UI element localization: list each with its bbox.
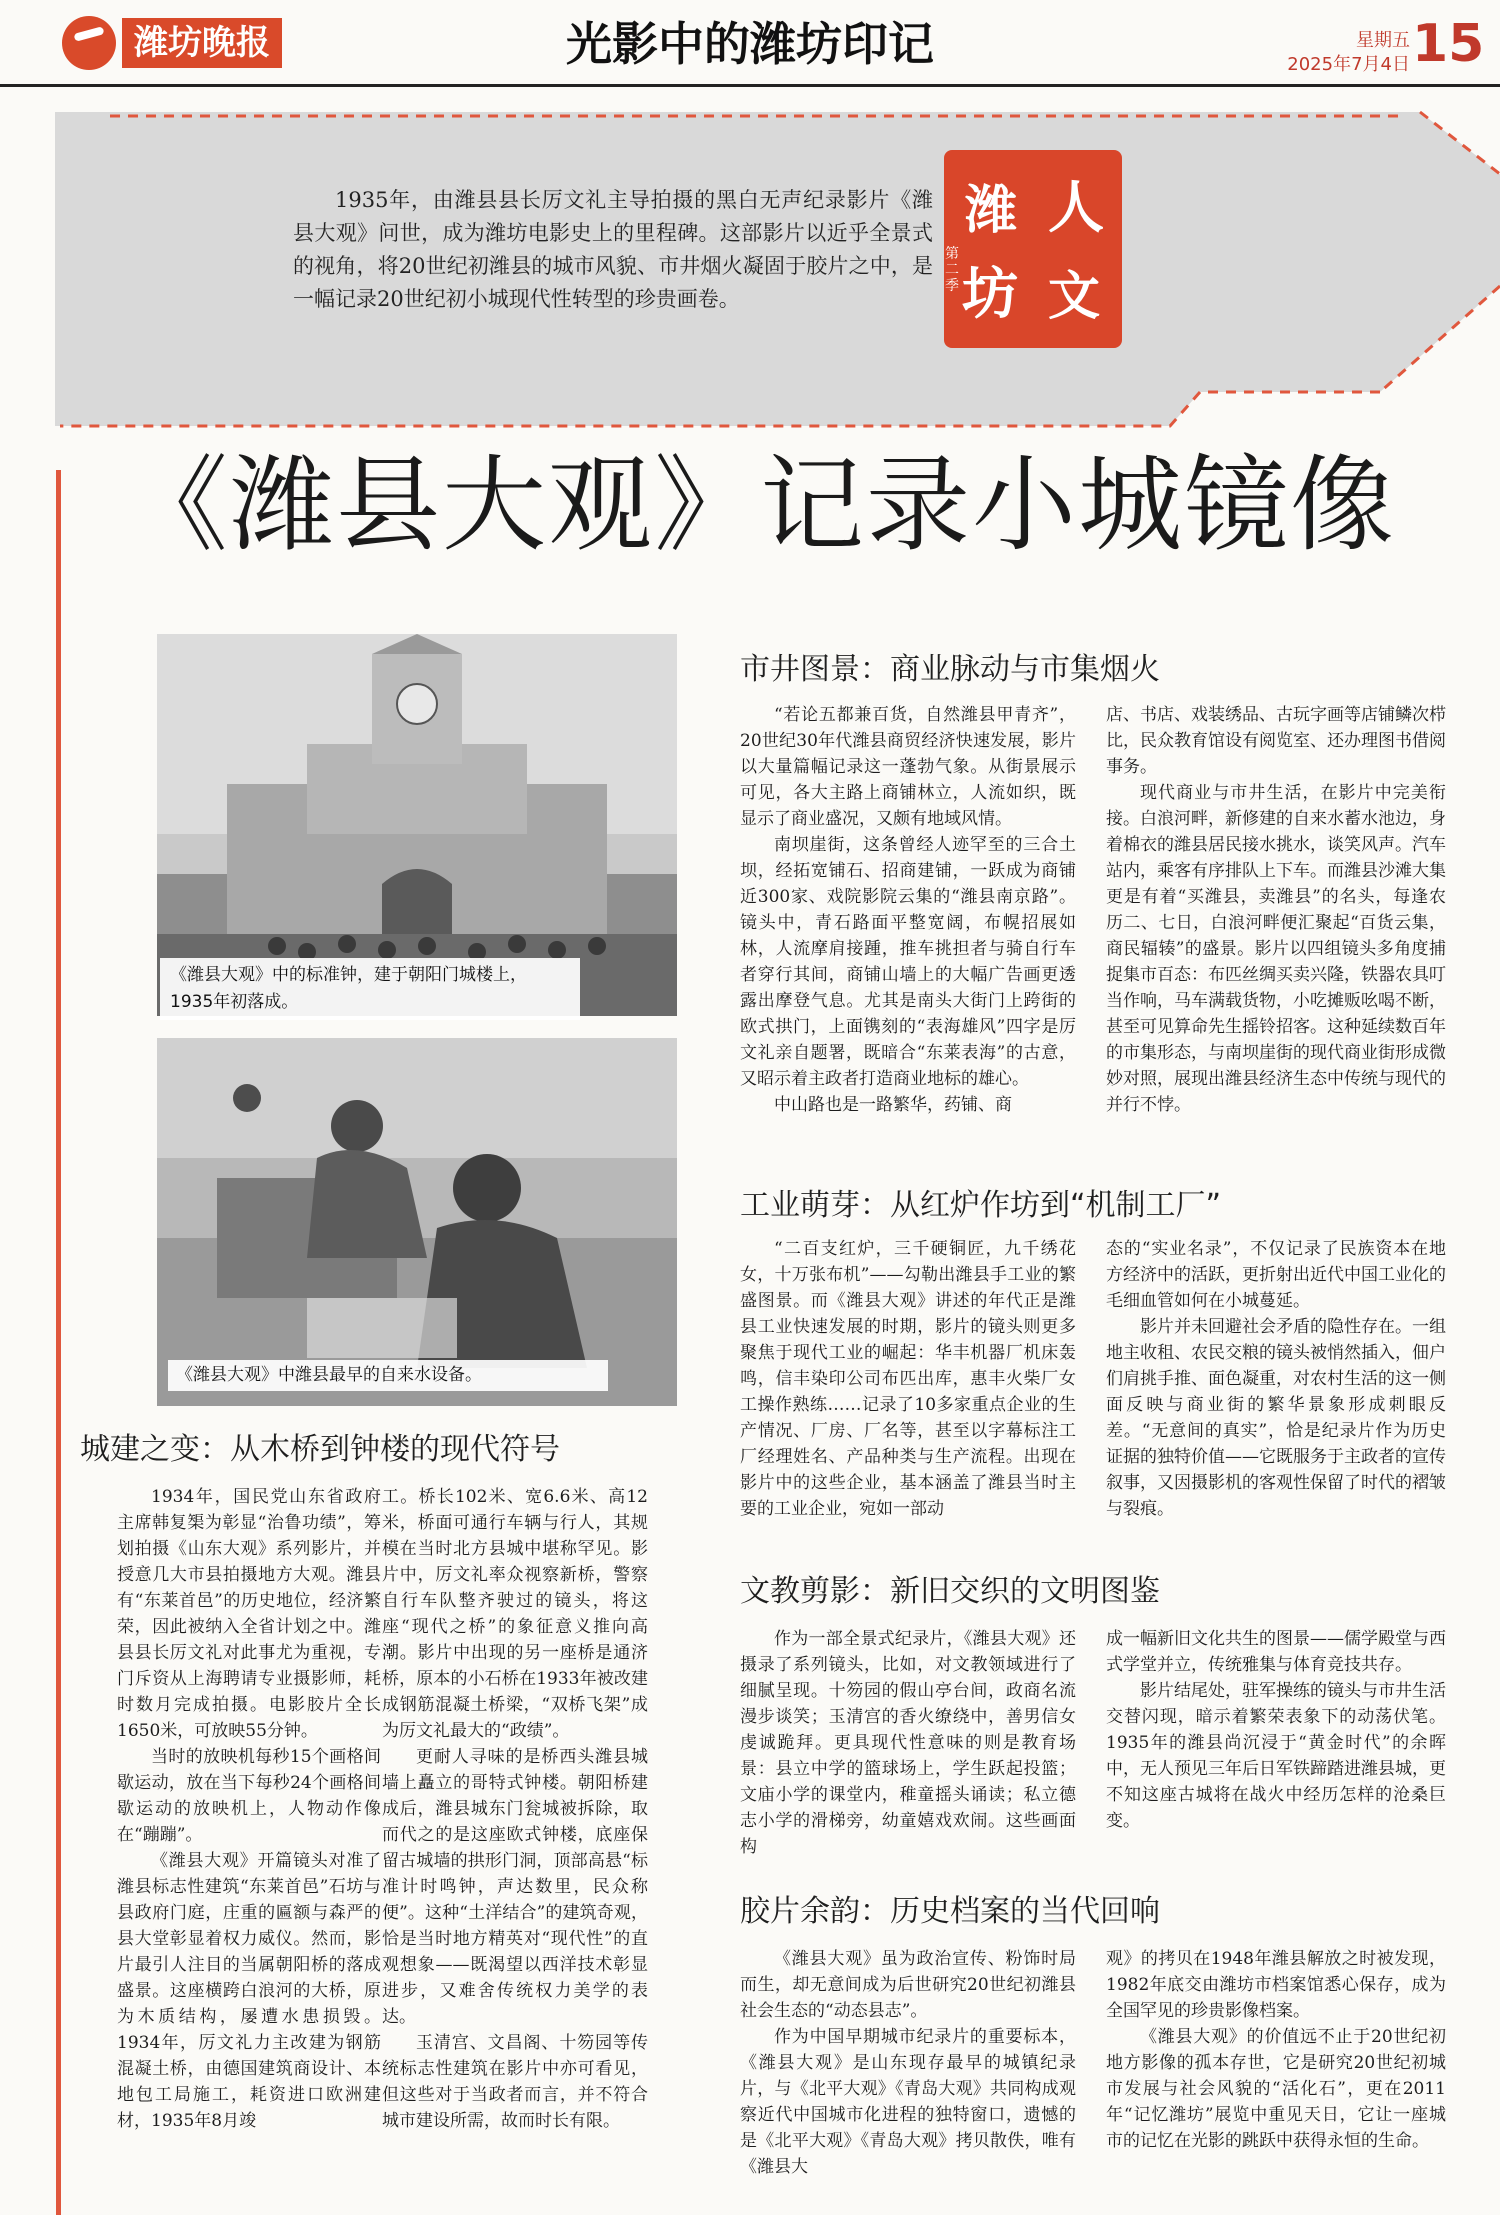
culture-column-1 — [740, 1626, 1076, 1860]
paragraph: 当时的放映机每秒15个画格间歇运动，放在当下每秒24个画格间歇运动的放映机上，人物动作像在“蹦蹦”。 — [117, 1747, 381, 1845]
subheading-culture: 文教剪影：新旧交织的文明图鉴 — [740, 1574, 1160, 1609]
subheading-market: 市井图景：商业脉动与市集烟火 — [740, 652, 1160, 687]
market-column-2 — [1106, 702, 1446, 1118]
paragraph: 中山路也是一路繁华，药铺、商 — [774, 1095, 1012, 1115]
paragraph: 南坝崖街，这条曾经人迹罕至的三合土坝，经拓宽铺石、招商建铺，一跃成为商铺近300家、戏院影院云集的“潍县南京路”。镜头中，青石路面平整宽阔，布幌招展如林，人流摩肩接踵，推车挑担者与骑自行车者穿行其间，商铺山墙上的大幅广告画更透露出摩登气息。尤其是南头大街门上跨街的欧式拱门，上面镌刻的“表海雄风”四字是厉文礼亲自题署，既暗合“东莱表海”的古意，又昭示着主政者打造商业地标的雄心。 — [740, 835, 1076, 1089]
section-title: 光影中的潍坊印记 — [566, 17, 934, 71]
seal-char-wen: 文 — [1048, 266, 1101, 327]
newspaper-name: 潍坊晚报 — [122, 18, 282, 68]
issue-date: 2025年7月4日 — [1287, 54, 1410, 75]
side-rule — [56, 470, 61, 2215]
paragraph: 影片结尾处，驻军操练的镜头与市井生活交替闪现，暗示着繁荣表象下的动荡伏笔。1935年的潍县尚沉浸于“黄金时代”的余晖中，无人预见三年后日军铁蹄踏进潍县城，更不知这座古城将在战火中经历怎样的沧桑巨变。 — [1106, 1681, 1446, 1831]
culture-column-2 — [1106, 1626, 1446, 1834]
city-column-1 — [117, 1484, 381, 2134]
header-rule — [0, 84, 1500, 87]
photo-waterworks — [157, 1038, 677, 1406]
paragraph: 玉清宫、文昌阁、十笏园等传统标志性建筑在影片中亦可看见，但这些对于当政者而言，并不符合城市建设所需，故而时长有限。 — [382, 2033, 648, 2131]
paragraph: 工。桥长102米、宽6.6米、高12米，桥面可通行车辆与行人，其规模在当时北方县城中堪称罕见。影片中，厉文礼率众视察新桥，警察自行车队整齐驶过的镜头，将这座“现代之桥”的象征意义推向高潮。影片中出现的另一座桥是通济桥，原本的小石桥在1933年被改建成钢筋混凝土桥梁，“双桥飞架”成为厉文礼最大的“政绩”。 — [382, 1487, 648, 1741]
paragraph: 《潍县大观》虽为政治宣传、粉饰时局而生，却无意间成为后世研究20世纪初潍县社会生态的“动态县志”。 — [740, 1949, 1076, 2021]
paragraph: 影片并未回避社会矛盾的隐性存在。一组地主收租、农民交粮的镜头被悄然插入，佃户们肩挑手推、面色凝重，对农村生活的这一侧面反映与商业街的繁华景象形成刺眼反差。“无意间的真实”，恰是纪录片作为历史证据的独特价值——它既服务于主政者的宣传叙事，又因摄影机的客观性保留了时代的褶皱与裂痕。 — [1106, 1317, 1446, 1519]
city-column-2 — [382, 1484, 648, 2134]
paragraph: 作为中国早期城市纪录片的重要标本，《潍县大观》是山东现存最早的城镇纪录片，与《北平大观》《青岛大观》共同构成观察近代中国城市化进程的独特窗口，遗憾的是《北平大观》《青岛大观》拷贝散佚，唯有《潍县大 — [740, 2027, 1076, 2177]
article-headline: 《潍县大观》记录小城镜像 — [123, 444, 1396, 566]
paragraph: 《潍县大观》开篇镜头对准了潍县标志性建筑“东莱首邑”石坊与县政府门庭，庄重的匾额与森严的县大堂彰显着权力威仪。然而，影片最引人注目的当属朝阳桥的落成盛景。这座横跨白浪河的大桥，原为木质结构，屡遭水患损毁。1934年，厉文礼力主改建为钢筋混凝土桥，由德国建筑商设计、本地包工局施工，耗资进口欧洲建材，1935年8月竣 — [117, 1851, 381, 2131]
paragraph: 更耐人寻味的是桥西头潍县城墙上矗立的哥特式钟楼。朝阳桥建成后，潍县城东门瓮城被拆除，取而代之的是这座欧式钟楼，底座保留古城墙的拱形门洞，顶部高悬“标准计时鸣钟，声达数里，民众称便”。这种“土洋结合”的建筑奇观，恰是当时地方精英对“现代性”的直观想象——既渴望以西洋技术彰显进步，又难舍传统权力美学的表达。 — [382, 1747, 648, 2027]
seal-char-wei: 潍 — [965, 180, 1018, 241]
industry-column-2 — [1106, 1236, 1446, 1522]
photo-caption-water: 《潍县大观》中潍县最早的自来水设备。 — [168, 1360, 608, 1391]
paragraph: 成一幅新旧文化共生的图景——儒学殿堂与西式学堂并立，传统雅集与体育竞技共存。 — [1106, 1629, 1446, 1675]
market-column-1 — [740, 702, 1076, 1118]
subheading-city: 城建之变：从木桥到钟楼的现代符号 — [80, 1432, 560, 1467]
subheading-archive: 胶片余韵：历史档案的当代回响 — [740, 1894, 1160, 1929]
seal-char-ren: 人 — [1048, 175, 1104, 241]
paragraph: “若论五都兼百货，自然潍县甲青齐”，20世纪30年代潍县商贸经济快速发展，影片以大量篇幅记录这一蓬勃气象。从街景展示可见，各大主路上商铺林立，人流如织，既显示了商业盛况，又颇有地域风情。 — [740, 705, 1076, 829]
paragraph: 《潍县大观》的价值远不止于20世纪初地方影像的孤本存世，它是研究20世纪初城市发展与社会风貌的“活化石”，更在2011年“记忆潍坊”展览中重见天日，它让一座城市的记忆在光影的跳跃中获得永恒的生命。 — [1106, 2027, 1446, 2151]
paragraph: 1934年，国民党山东省政府主席韩复榘为彰显“治鲁功绩”，筹划拍摄《山东大观》系列影片，并授意几大市县拍摄地方大观。潍县有“东莱首邑”的历史地位，经济繁荣，因此被纳入全省计划之中。潍县县长厉文礼对此事尤为重视，专门斥资从上海聘请专业摄影师，耗时数月完成拍摄。电影胶片全长1650米，可放映55分钟。 — [117, 1487, 381, 1741]
intro-paragraph: 1935年，由潍县县长厉文礼主导拍摄的黑白无声纪录影片《潍县大观》问世，成为潍坊电影史上的里程碑。这部影片以近乎全景式的视角，将20世纪初潍县的城市风貌、市井烟火凝固于胶片之中，是一幅记录20世纪初小城现代性转型的珍贵画卷。 — [293, 188, 933, 311]
photo-caption-clock: 《潍县大观》中的标准钟，建于朝阳门城楼上，1935年初落成。 — [160, 958, 580, 1020]
newspaper-logo-icon — [62, 16, 116, 70]
paragraph: 现代商业与市井生活，在影片中完美衔接。白浪河畔，新修建的自来水蓄水池边，身着棉衣的潍县居民接水挑水，谈笑风声。汽车站内，乘客有序排队上下车。而潍县沙滩大集更是有着“买潍县，卖潍县”的名头，每逢农历二、七日，白浪河畔便汇聚起“百货云集，商民辐辏”的盛景。影片以四组镜头多角度捕捉集市百态：布匹丝绸买卖兴隆，铁器农具叮当作响，马车满载货物，小吃摊贩吆喝不断，甚至可见算命先生摇铃招客。这种延续数百年的市集形态，与南坝崖街的现代商业街形成微妙对照，展现出潍县经济生态中传统与现代的并行不悖。 — [1106, 783, 1446, 1115]
paragraph: 态的“实业名录”，不仅记录了民族资本在地方经济中的活跃，更折射出近代中国工业化的毛细血管如何在小城蔓延。 — [1106, 1239, 1446, 1311]
paragraph: 观》的拷贝在1948年潍县解放之时被发现，1982年底交由潍坊市档案馆悉心保存，成为全国罕见的珍贵影像档案。 — [1106, 1949, 1446, 2021]
archive-column-1 — [740, 1946, 1076, 2180]
paragraph: 作为一部全景式纪录片，《潍县大观》还摄录了系列镜头，比如，对文教领域进行了细腻呈现。十笏园的假山亭台间，政商名流漫步谈笑；玉清宫的香火缭绕中，善男信女虔诚跪拜。更具现代性意味的则是教育场景：县立中学的篮球场上，学生跃起投篮；文庙小学的课堂内，稚童摇头诵读；私立德志小学的滑梯旁，幼童嬉戏欢闹。这些画面构 — [740, 1629, 1076, 1857]
seal-season: 第二季 — [945, 246, 959, 294]
page-number: 15 — [1412, 14, 1485, 74]
archive-column-2 — [1106, 1946, 1446, 2154]
subheading-industry: 工业萌芽：从红炉作坊到“机制工厂” — [740, 1188, 1222, 1223]
paragraph: “二百支红炉，三千硬铜匠，九千绣花女，十万张布机”——勾勒出潍县手工业的繁盛图景。而《潍县大观》讲述的年代正是潍县工业快速发展的时期，影片的镜头则更多聚焦于现代工业的崛起：华丰机器厂机床轰鸣，信丰染印公司布匹出库，惠丰火柴厂女工操作熟练……记录了10多家重点企业的生产情况、厂房、厂名等，甚至以字幕标注工厂经理姓名、产品种类与生产流程。出现在影片中的这些企业，基本涵盖了潍县当时主要的工业企业，宛如一部动 — [740, 1239, 1076, 1519]
paragraph: 店、书店、戏装绣品、古玩字画等店铺鳞次栉比，民众教育馆设有阅览室、还办理图书借阅事务。 — [1106, 705, 1446, 777]
seal-char-fang: 坊 — [962, 261, 1018, 327]
weekday: 星期五 — [1356, 30, 1410, 51]
industry-column-1 — [740, 1236, 1076, 1522]
